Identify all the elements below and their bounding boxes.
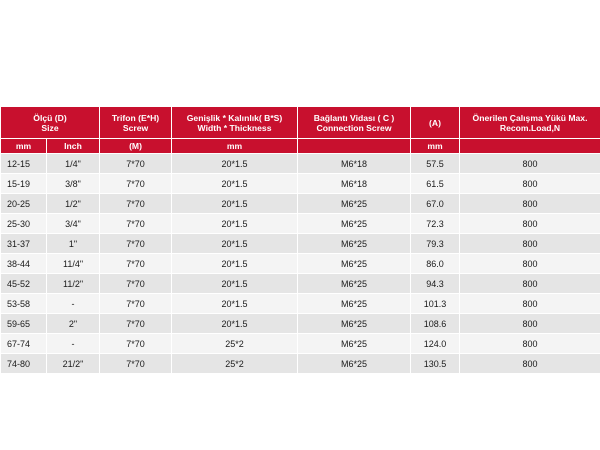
cell-screw: 7*70 [100, 234, 172, 254]
cell-screw: 7*70 [100, 214, 172, 234]
table-row [1, 354, 600, 374]
cell-a: 94.3 [411, 274, 460, 294]
cell-connection-screw: M6*25 [298, 314, 411, 334]
cell-size-inch: - [47, 334, 100, 354]
cell-screw: 7*70 [100, 294, 172, 314]
cell-recommended-load: 800 [460, 334, 600, 354]
cell-size-mm: 53-58 [1, 294, 47, 314]
cell-size-inch: 21/2" [47, 354, 100, 374]
cell-size-mm: 59-65 [1, 314, 47, 334]
cell-recommended-load: 800 [460, 254, 600, 274]
cell-width-thickness: 20*1.5 [172, 154, 298, 174]
cell-width-thickness: 20*1.5 [172, 254, 298, 274]
header-connection-screw: Bağlantı Vidası ( C ) Connection Screw [298, 107, 411, 139]
cell-connection-screw: M6*25 [298, 334, 411, 354]
table-row [1, 194, 600, 214]
cell-size-mm: 12-15 [1, 154, 47, 174]
table-row [1, 274, 600, 294]
cell-a: 124.0 [411, 334, 460, 354]
cell-a: 130.5 [411, 354, 460, 374]
table-row [1, 154, 600, 174]
cell-width-thickness: 20*1.5 [172, 294, 298, 314]
header-width-thickness: Genişlik * Kalınlık( B*S) Width * Thickness [172, 107, 298, 139]
cell-screw: 7*70 [100, 354, 172, 374]
header-recommended-load: Önerilen Çalışma Yükü Max. Recom.Load,N [460, 107, 600, 139]
table-row [1, 294, 600, 314]
unit-inch: Inch [47, 139, 100, 154]
spec-table [0, 106, 600, 374]
table-row [1, 214, 600, 234]
table-row [1, 334, 600, 354]
cell-size-inch: 1/4" [47, 154, 100, 174]
cell-connection-screw: M6*25 [298, 214, 411, 234]
cell-recommended-load: 800 [460, 174, 600, 194]
cell-recommended-load: 800 [460, 214, 600, 234]
cell-width-thickness: 20*1.5 [172, 314, 298, 334]
unit-a-mm: mm [411, 139, 460, 154]
unit-width-mm: mm [172, 139, 298, 154]
table-row [1, 254, 600, 274]
cell-width-thickness: 25*2 [172, 354, 298, 374]
header-screw: Trifon (E*H) Screw [100, 107, 172, 139]
cell-a: 108.6 [411, 314, 460, 334]
cell-connection-screw: M6*25 [298, 294, 411, 314]
cell-recommended-load: 800 [460, 294, 600, 314]
cell-width-thickness: 20*1.5 [172, 234, 298, 254]
cell-recommended-load: 800 [460, 274, 600, 294]
unit-load-empty [460, 139, 600, 154]
cell-connection-screw: M6*25 [298, 194, 411, 214]
cell-a: 57.5 [411, 154, 460, 174]
cell-recommended-load: 800 [460, 314, 600, 334]
cell-connection-screw: M6*25 [298, 234, 411, 254]
cell-a: 67.0 [411, 194, 460, 214]
cell-connection-screw: M6*25 [298, 274, 411, 294]
cell-connection-screw: M6*18 [298, 174, 411, 194]
cell-size-mm: 31-37 [1, 234, 47, 254]
cell-width-thickness: 25*2 [172, 334, 298, 354]
cell-size-mm: 45-52 [1, 274, 47, 294]
cell-screw: 7*70 [100, 274, 172, 294]
cell-connection-screw: M6*25 [298, 254, 411, 274]
cell-size-inch: 1/2" [47, 194, 100, 214]
cell-size-mm: 20-25 [1, 194, 47, 214]
cell-size-inch: 1" [47, 234, 100, 254]
cell-size-mm: 74-80 [1, 354, 47, 374]
cell-a: 61.5 [411, 174, 460, 194]
cell-size-inch: 3/4" [47, 214, 100, 234]
table-row [1, 174, 600, 194]
cell-width-thickness: 20*1.5 [172, 174, 298, 194]
cell-size-inch: - [47, 294, 100, 314]
cell-width-thickness: 20*1.5 [172, 274, 298, 294]
table-body [1, 154, 600, 374]
cell-size-mm: 38-44 [1, 254, 47, 274]
cell-width-thickness: 20*1.5 [172, 194, 298, 214]
cell-a: 86.0 [411, 254, 460, 274]
unit-mm: mm [1, 139, 47, 154]
cell-size-inch: 11/2" [47, 274, 100, 294]
cell-size-inch: 3/8" [47, 174, 100, 194]
cell-size-mm: 67-74 [1, 334, 47, 354]
cell-screw: 7*70 [100, 334, 172, 354]
cell-a: 79.3 [411, 234, 460, 254]
cell-width-thickness: 20*1.5 [172, 214, 298, 234]
cell-recommended-load: 800 [460, 194, 600, 214]
cell-a: 72.3 [411, 214, 460, 234]
cell-size-mm: 25-30 [1, 214, 47, 234]
header-size: Ölçü (D) Size [1, 107, 100, 139]
unit-m: (M) [100, 139, 172, 154]
cell-size-inch: 11/4" [47, 254, 100, 274]
cell-screw: 7*70 [100, 194, 172, 214]
cell-screw: 7*70 [100, 254, 172, 274]
cell-recommended-load: 800 [460, 354, 600, 374]
cell-recommended-load: 800 [460, 234, 600, 254]
cell-a: 101.3 [411, 294, 460, 314]
cell-size-mm: 15-19 [1, 174, 47, 194]
cell-screw: 7*70 [100, 174, 172, 194]
unit-connection-empty [298, 139, 411, 154]
table-row [1, 234, 600, 254]
cell-connection-screw: M6*25 [298, 354, 411, 374]
cell-screw: 7*70 [100, 314, 172, 334]
cell-screw: 7*70 [100, 154, 172, 174]
cell-connection-screw: M6*18 [298, 154, 411, 174]
cell-size-inch: 2" [47, 314, 100, 334]
header-a: (A) [411, 107, 460, 139]
table-row [1, 314, 600, 334]
cell-recommended-load: 800 [460, 154, 600, 174]
